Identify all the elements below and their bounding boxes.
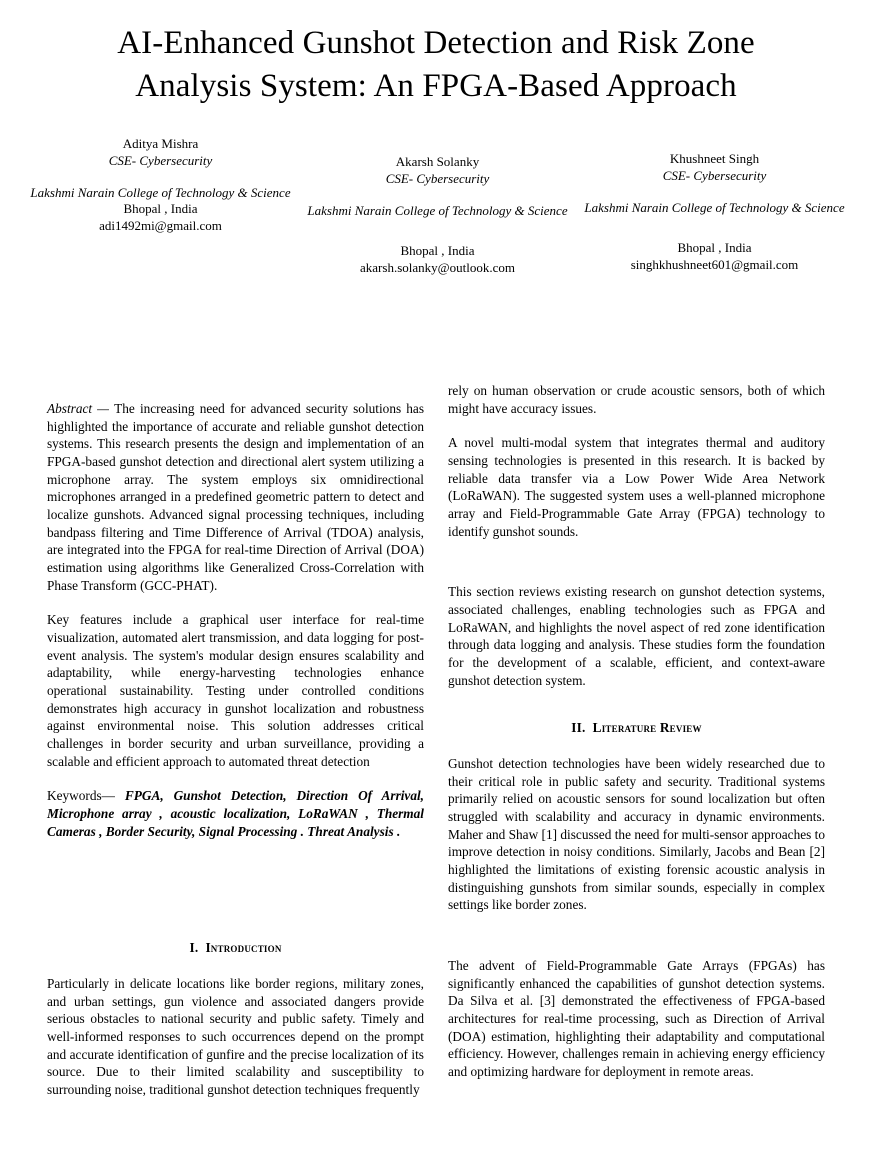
section-numeral: II. [571, 720, 586, 736]
section-title: Literature Review [592, 720, 702, 736]
abstract-text-1: The increasing need for advanced security solutions has highlighted the importance of accurate and reliable gunshot detection systems. This research presents the design and implementation of an FPGA-based gunshot detection and directional alert system utilizing a microphone array. The system employs six omnidirectional microphones arranged in a predefined geometric pattern to detect and localize gunshots. Advanced signal processing techniques, including bandpass filtering and Time Difference of Arrival (TDOA) analysis, are integrated into the FPGA for real-time Direction of Arrival (DOA) estimation using algorithms like Generalized Cross-Correlation with Phase Transform (GCC-PHAT). [47, 401, 424, 593]
author-entry-2 [305, 154, 570, 277]
spacer [448, 557, 825, 583]
introduction-paragraph-3: This section reviews existing research on gunshot detection systems, associated challenges, enabling technologies such as FPGA and LoRaWAN, and highlights the novel aspect of red zone identification through data logging and analysis. These studies form the foundation for the development of a scalable, efficient, and context-aware gunshot detection system. [448, 584, 825, 688]
author-block [0, 130, 872, 300]
author-organization: Lakshmi Narain College of Technology & Science [30, 184, 291, 200]
spacer [47, 857, 424, 899]
introduction-paragraph-1-part1: Particularly in delicate locations like border regions, military zones, and urban settings, gun violence and associated dangers provide serious obstacles to national security and public safety. Timely and well-informed responses to such occurrences depend on the prompt and accurate identification of gunfire and the precise localization of its source. Due to their limited scalability and susceptibility to surrounding noise, traditional gunshot detection techniques frequently [47, 976, 424, 1098]
author-email[interactable]: akarsh.solanky@outlook.com [360, 260, 515, 276]
keywords-label: Keywords— [47, 788, 125, 804]
keywords-terms: FPGA, Gunshot Detection, Direction Of Arrival, Microphone array , acoustic localization, LoRaWAN , Thermal Cameras , Border Security, Signal Processing . Threat Analysis . [47, 788, 425, 839]
page-title: AI-Enhanced Gunshot Detection and Risk Zone Analysis System: An FPGA-Based Approach [117, 25, 755, 104]
author-department: CSE- Cybersecurity [385, 170, 490, 186]
introduction-paragraph-2: A novel multi-modal system that integrates thermal and auditory sensing technologies is presented in this research. It is backed by reliable data transfer via a Low Power Wide Area Network (LoRaWAN). The suggested system uses a well-planned microphone array and Field-Programmable Gate Array (FPGA) technology to identify gunshot sounds. [448, 435, 825, 539]
abstract-label: Abstract — [47, 401, 115, 416]
author-name: Akarsh Solanky [395, 153, 480, 169]
author-organization: Lakshmi Narain College of Technology & Science [307, 202, 568, 218]
abstract-paragraph-2: Key features include a graphical user interface for real-time visualization, automated alert transmission, and data logging for post-event analysis. The system's modular design ensures scalability and adaptability, while energy-harvesting technologies enhance operational sustainability. Testing under controlled conditions demonstrates high accuracy in gunshot localization and robustness against environmental noise. This solution addresses critical challenges in border security and urban surveillance, providing a scalable and efficient approach to automated threat detection [47, 612, 424, 769]
author-department: CSE- Cybersecurity [108, 152, 213, 168]
title-block [0, 0, 872, 108]
author-city: Bhopal , India [400, 243, 475, 259]
section-heading-literature-review [448, 719, 825, 737]
section-heading-introduction [47, 939, 424, 957]
author-department: CSE- Cybersecurity [662, 167, 767, 183]
author-entry-3 [582, 151, 847, 274]
author-organization: Lakshmi Narain College of Technology & Science [584, 199, 845, 215]
abstract-paragraph-1 [47, 400, 424, 594]
author-city: Bhopal , India [677, 240, 752, 256]
author-email[interactable]: adi1492mi@gmail.com [99, 218, 222, 234]
author-city: Bhopal , India [123, 201, 198, 217]
author-entry-1 [28, 136, 293, 235]
section-numeral: I. [189, 940, 199, 956]
column-right [448, 382, 825, 1081]
column-left [47, 400, 424, 1099]
author-email[interactable]: singhkhushneet601@gmail.com [630, 257, 799, 273]
introduction-paragraph-1-part2: rely on human observation or crude acoustic sensors, both of which might have accuracy issues. [448, 383, 825, 416]
literature-paragraph-1: Gunshot detection technologies have been widely researched due to their critical role in public safety and security. Traditional systems primarily relied on acoustic sensors for sound localization but often struggled with scalability and accuracy in dynamic environments. Maher and Shaw [1] discussed the need for multi-sensor approaches to improve detection in noisy conditions. Similarly, Jacobs and Bean [2] highlighted the limitations of existing forensic acoustic analysis in distinguishing gunshots from similar sounds, especially in complex settings like border zones. [448, 756, 825, 913]
keywords-paragraph [47, 787, 424, 840]
literature-paragraph-2: The advent of Field-Programmable Gate Arrays (FPGAs) has significantly enhanced the capabilities of gunshot detection systems. Da Silva et al. [3] demonstrated the effectiveness of FPGA-based architectures for real-time processing, such as Direction of Arrival (DOA) estimation, highlighting their adaptability and computational efficiency. However, challenges remain in achieving energy efficiency and optimizing hardware for deployment in remote areas. [448, 958, 825, 1080]
section-title: Introduction [205, 940, 282, 956]
author-name: Aditya Mishra [122, 135, 199, 151]
author-name: Khushneet Singh [669, 150, 760, 166]
spacer [448, 931, 825, 957]
